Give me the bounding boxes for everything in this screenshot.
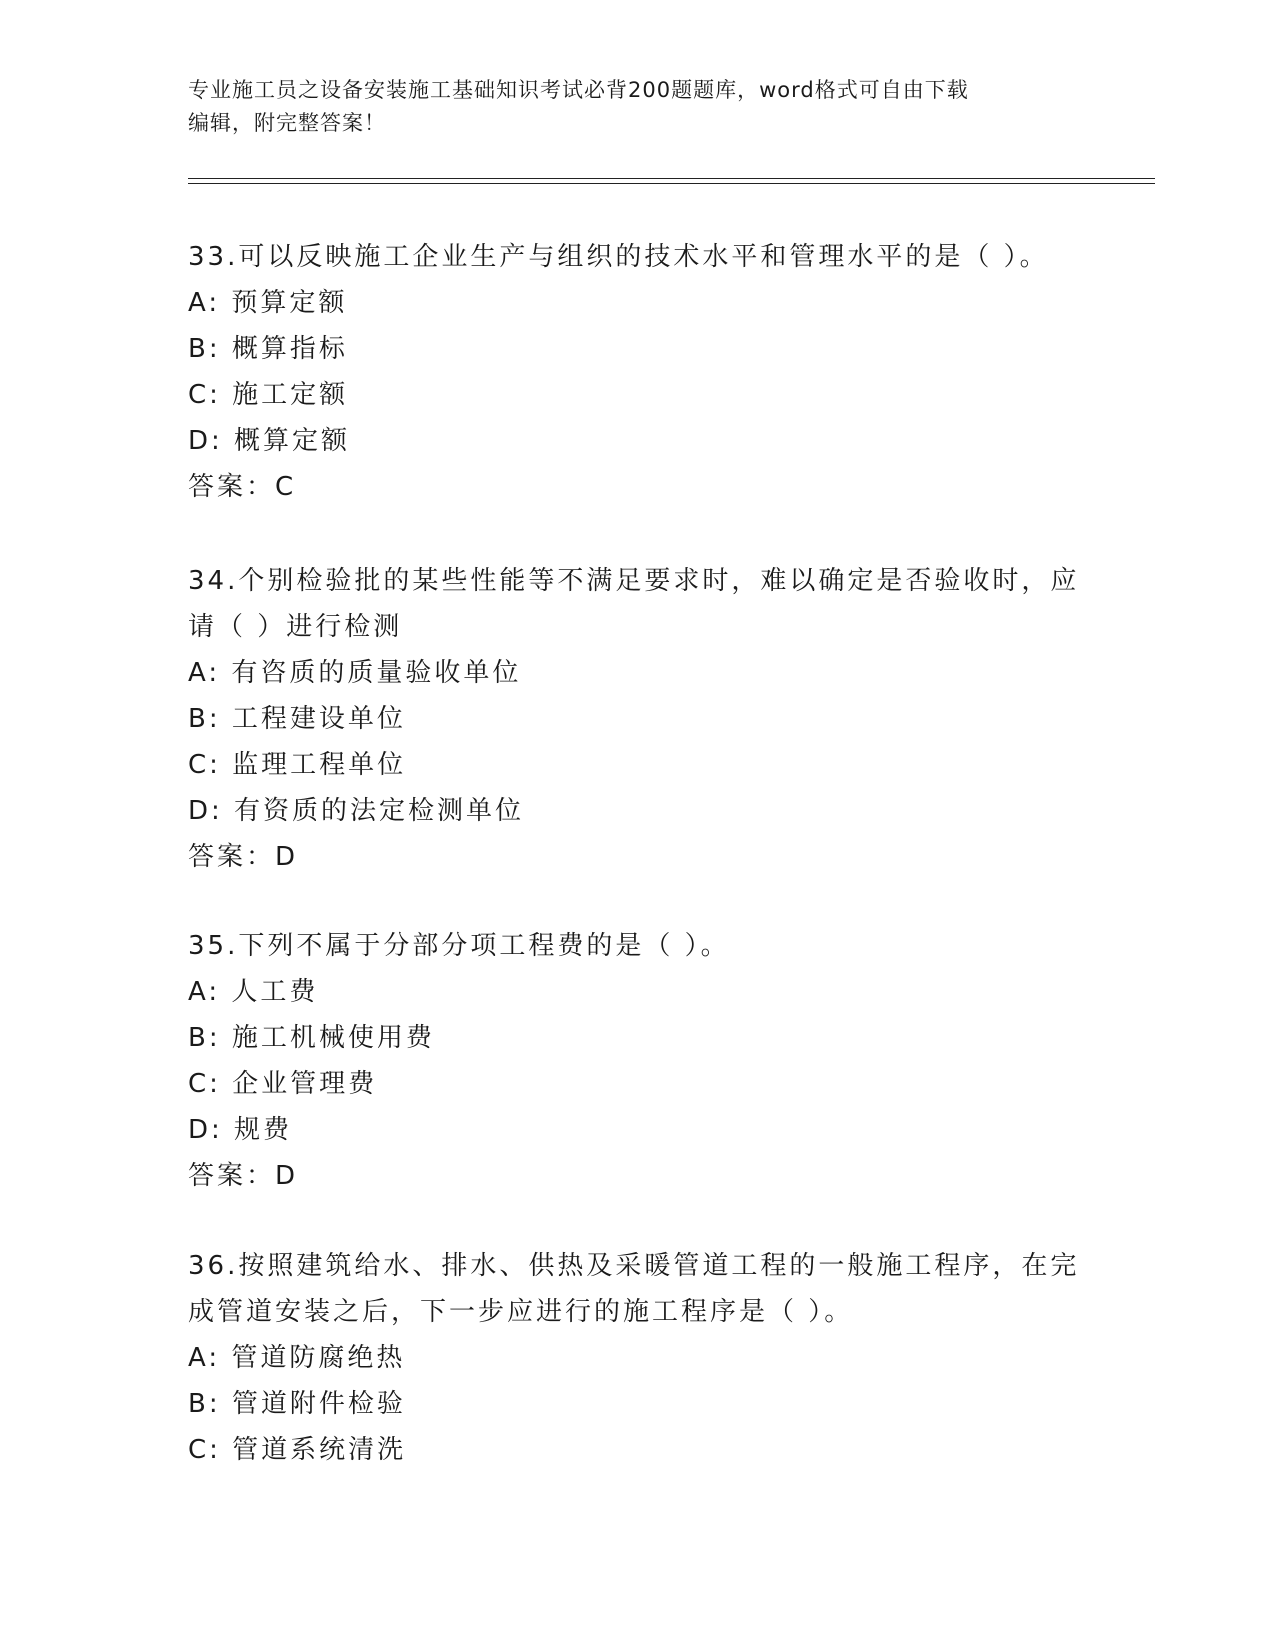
option-b: B: 施工机械使用费 bbox=[188, 1023, 435, 1053]
question-stem-line: 成管道安装之后，下一步应进行的施工程序是（ ）。 bbox=[188, 1297, 854, 1327]
option-d: D: 规费 bbox=[188, 1115, 293, 1145]
answer: 答案：D bbox=[188, 842, 299, 872]
question-33 bbox=[188, 234, 1088, 510]
question-stem bbox=[188, 234, 1088, 280]
header-line-2: 编辑，附完整答案！ bbox=[188, 111, 386, 135]
option-c: C: 监理工程单位 bbox=[188, 750, 407, 780]
option-b: B: 概算指标 bbox=[188, 334, 348, 364]
question-stem bbox=[188, 558, 1088, 650]
question-stem-line: 34.个别检验批的某些性能等不满足要求时，难以确定是否验收时，应 bbox=[188, 566, 1080, 596]
option-c: C: 企业管理费 bbox=[188, 1069, 378, 1099]
option-c: C: 施工定额 bbox=[188, 380, 349, 410]
header-divider-top bbox=[188, 178, 1155, 179]
question-stem bbox=[188, 1243, 1088, 1335]
option-b: B: 管道附件检验 bbox=[188, 1389, 406, 1419]
option-d: D: 概算定额 bbox=[188, 426, 351, 456]
question-36 bbox=[188, 1243, 1088, 1473]
question-stem-line: 33.可以反映施工企业生产与组织的技术水平和管理水平的是（ ）。 bbox=[188, 242, 1049, 272]
answer: 答案：D bbox=[188, 1161, 299, 1191]
question-stem-line: 36.按照建筑给水、排水、供热及采暖管道工程的一般施工程序，在完 bbox=[188, 1251, 1080, 1281]
option-d: D: 有资质的法定检测单位 bbox=[188, 796, 525, 826]
question-stem bbox=[188, 923, 1088, 969]
option-a: A: 管道防腐绝热 bbox=[188, 1343, 406, 1373]
option-a: A: 预算定额 bbox=[188, 288, 348, 318]
option-b: B: 工程建设单位 bbox=[188, 704, 406, 734]
question-35 bbox=[188, 923, 1088, 1199]
option-c: C: 管道系统清洗 bbox=[188, 1435, 407, 1465]
answer: 答案：C bbox=[188, 472, 297, 502]
question-34 bbox=[188, 558, 1088, 880]
option-a: A: 有咨质的质量验收单位 bbox=[188, 658, 522, 688]
question-stem-line: 35.下列不属于分部分项工程费的是（ ）。 bbox=[188, 931, 730, 961]
option-a: A: 人工费 bbox=[188, 977, 319, 1007]
header-line-1: 专业施工员之设备安装施工基础知识考试必背200题题库，word格式可自由下载 bbox=[188, 78, 969, 102]
header-divider-bottom bbox=[188, 183, 1155, 184]
question-stem-line: 请（ ）进行检测 bbox=[188, 612, 403, 642]
document-header bbox=[188, 74, 1088, 140]
